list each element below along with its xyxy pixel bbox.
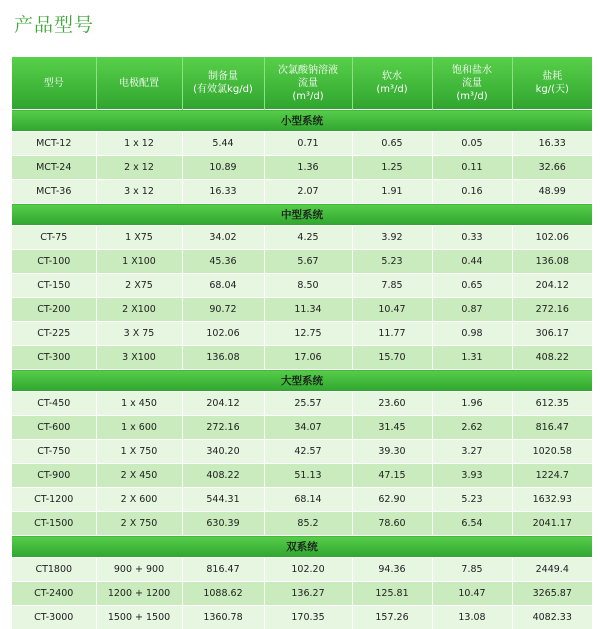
table-cell: 816.47 xyxy=(182,558,264,582)
table-cell: 1.31 xyxy=(432,346,512,370)
table-cell: 0.16 xyxy=(432,180,512,204)
table-cell: 68.04 xyxy=(182,274,264,298)
table-cell: 0.71 xyxy=(264,132,352,156)
table-cell: 3.93 xyxy=(432,464,512,488)
table-cell: 0.65 xyxy=(432,274,512,298)
table-cell: 3.92 xyxy=(352,226,432,250)
table-cell: 1.25 xyxy=(352,156,432,180)
column-header xyxy=(352,57,432,110)
table-row xyxy=(12,250,592,274)
table-cell: 1.96 xyxy=(432,392,512,416)
table-cell: 1 x 450 xyxy=(96,392,182,416)
column-header-line: 流量 xyxy=(462,78,482,89)
table-row xyxy=(12,274,592,298)
table-cell: 17.06 xyxy=(264,346,352,370)
column-header-line: 流量 xyxy=(298,78,318,89)
table-body xyxy=(12,110,592,629)
table-cell: 125.81 xyxy=(352,582,432,606)
table-cell: 42.57 xyxy=(264,440,352,464)
table-row xyxy=(12,392,592,416)
table-cell: 34.02 xyxy=(182,226,264,250)
column-header-line: 制备量 xyxy=(208,71,238,82)
table-cell: 3 X100 xyxy=(96,346,182,370)
table-row xyxy=(12,298,592,322)
table-cell: 39.30 xyxy=(352,440,432,464)
table-cell: 2 X75 xyxy=(96,274,182,298)
table-cell: 1.36 xyxy=(264,156,352,180)
table-cell: 170.35 xyxy=(264,606,352,629)
table-cell: 10.47 xyxy=(432,582,512,606)
column-header xyxy=(12,57,96,110)
table-cell: 1500 + 1500 xyxy=(96,606,182,629)
column-header-line: kg/(天) xyxy=(536,84,569,95)
table-header xyxy=(12,57,592,110)
table-cell: 102.06 xyxy=(182,322,264,346)
page-title: 产品型号 xyxy=(14,10,94,37)
column-header xyxy=(182,57,264,110)
table-cell: 0.11 xyxy=(432,156,512,180)
table-cell: 0.98 xyxy=(432,322,512,346)
table-row xyxy=(12,488,592,512)
table-row xyxy=(12,226,592,250)
table-cell: 1224.7 xyxy=(512,464,592,488)
table-cell: 1360.78 xyxy=(182,606,264,629)
table-cell: CT-200 xyxy=(12,298,96,322)
table-cell: 3 X 75 xyxy=(96,322,182,346)
table-cell: 1088.62 xyxy=(182,582,264,606)
table-row xyxy=(12,180,592,204)
column-header-line: 电极配置 xyxy=(119,78,159,89)
table-cell: 25.57 xyxy=(264,392,352,416)
table-cell: 1 X75 xyxy=(96,226,182,250)
table-cell: CT-3000 xyxy=(12,606,96,629)
table-cell: CT-1500 xyxy=(12,512,96,536)
column-header-line: 饱和盐水 xyxy=(452,65,492,76)
table-cell: 31.45 xyxy=(352,416,432,440)
table-cell: 62.90 xyxy=(352,488,432,512)
header-row xyxy=(12,57,592,110)
table-cell: 340.20 xyxy=(182,440,264,464)
table-cell: CT-150 xyxy=(12,274,96,298)
table-cell: 157.26 xyxy=(352,606,432,629)
table-cell: 5.23 xyxy=(352,250,432,274)
table-cell: CT-2400 xyxy=(12,582,96,606)
table-cell: 3265.87 xyxy=(512,582,592,606)
table-cell: 1 x 12 xyxy=(96,132,182,156)
table-cell: 204.12 xyxy=(512,274,592,298)
table-cell: 306.17 xyxy=(512,322,592,346)
table-row xyxy=(12,346,592,370)
table-cell: 900 + 900 xyxy=(96,558,182,582)
table-cell: CT-300 xyxy=(12,346,96,370)
table-cell: 544.31 xyxy=(182,488,264,512)
table-cell: 10.89 xyxy=(182,156,264,180)
table-cell: 136.27 xyxy=(264,582,352,606)
table-cell: 2 x 12 xyxy=(96,156,182,180)
table-row xyxy=(12,156,592,180)
table-cell: MCT-12 xyxy=(12,132,96,156)
section-row xyxy=(12,536,592,558)
table-cell: 16.33 xyxy=(512,132,592,156)
column-header-line: (m³/d) xyxy=(456,91,487,102)
table-cell: 3.27 xyxy=(432,440,512,464)
table-cell: 68.14 xyxy=(264,488,352,512)
table-cell: 204.12 xyxy=(182,392,264,416)
table-cell: 2.62 xyxy=(432,416,512,440)
table-cell: 1 x 600 xyxy=(96,416,182,440)
table-cell: MCT-36 xyxy=(12,180,96,204)
table-row xyxy=(12,416,592,440)
table-cell: 10.47 xyxy=(352,298,432,322)
column-header-line: (m³/d) xyxy=(292,91,323,102)
table-cell: 136.08 xyxy=(512,250,592,274)
table-cell: 48.99 xyxy=(512,180,592,204)
column-header xyxy=(512,57,592,110)
table-cell: 1200 + 1200 xyxy=(96,582,182,606)
table-row xyxy=(12,322,592,346)
table-cell: 408.22 xyxy=(512,346,592,370)
table-cell: 4082.33 xyxy=(512,606,592,629)
table-cell: CT-1200 xyxy=(12,488,96,512)
table-cell: CT-225 xyxy=(12,322,96,346)
table-row xyxy=(12,132,592,156)
table-cell: 1020.58 xyxy=(512,440,592,464)
table-cell: 47.15 xyxy=(352,464,432,488)
product-model-table xyxy=(12,57,592,629)
table-cell: 85.2 xyxy=(264,512,352,536)
table-cell: 0.87 xyxy=(432,298,512,322)
table-cell: MCT-24 xyxy=(12,156,96,180)
table-cell: 2041.17 xyxy=(512,512,592,536)
table-cell: 612.35 xyxy=(512,392,592,416)
table-cell: 816.47 xyxy=(512,416,592,440)
table-cell: 45.36 xyxy=(182,250,264,274)
table-cell: CT-75 xyxy=(12,226,96,250)
section-row xyxy=(12,110,592,132)
table-cell: 2 X 750 xyxy=(96,512,182,536)
section-title: 双系统 xyxy=(12,536,592,558)
table-cell: 94.36 xyxy=(352,558,432,582)
table-cell: 2.07 xyxy=(264,180,352,204)
table-cell: 8.50 xyxy=(264,274,352,298)
table-cell: 4.25 xyxy=(264,226,352,250)
table-cell: 23.60 xyxy=(352,392,432,416)
table-cell: 32.66 xyxy=(512,156,592,180)
column-header xyxy=(96,57,182,110)
table-cell: 51.13 xyxy=(264,464,352,488)
table-cell: 2 X 450 xyxy=(96,464,182,488)
column-header-line: 次氯酸钠溶液 xyxy=(278,65,338,76)
table-cell: 272.16 xyxy=(512,298,592,322)
table-row xyxy=(12,512,592,536)
section-row xyxy=(12,370,592,392)
table-cell: 1 X 750 xyxy=(96,440,182,464)
table-cell: 1632.93 xyxy=(512,488,592,512)
table-row xyxy=(12,582,592,606)
table-row xyxy=(12,464,592,488)
table-cell: 102.06 xyxy=(512,226,592,250)
table-cell: 102.20 xyxy=(264,558,352,582)
table-row xyxy=(12,440,592,464)
table-cell: 1.91 xyxy=(352,180,432,204)
table-cell: 630.39 xyxy=(182,512,264,536)
table-cell: CT1800 xyxy=(12,558,96,582)
table-cell: 3 x 12 xyxy=(96,180,182,204)
table-cell: 0.33 xyxy=(432,226,512,250)
table-cell: 2449.4 xyxy=(512,558,592,582)
column-header-line: 型号 xyxy=(44,78,64,89)
table-cell: 272.16 xyxy=(182,416,264,440)
column-header-line: (m³/d) xyxy=(376,84,407,95)
table-cell: 5.23 xyxy=(432,488,512,512)
table-cell: 15.70 xyxy=(352,346,432,370)
section-title: 大型系统 xyxy=(12,370,592,392)
table-cell: 136.08 xyxy=(182,346,264,370)
table-cell: 408.22 xyxy=(182,464,264,488)
table-cell: 16.33 xyxy=(182,180,264,204)
table-cell: 0.05 xyxy=(432,132,512,156)
table-cell: 78.60 xyxy=(352,512,432,536)
table-cell: 90.72 xyxy=(182,298,264,322)
column-header-line: 盐耗 xyxy=(542,71,562,82)
section-title: 中型系统 xyxy=(12,204,592,226)
table-cell: 5.44 xyxy=(182,132,264,156)
table-cell: CT-600 xyxy=(12,416,96,440)
table-cell: 5.67 xyxy=(264,250,352,274)
table-cell: 0.44 xyxy=(432,250,512,274)
column-header-line: 软水 xyxy=(382,71,402,82)
table-cell: 11.34 xyxy=(264,298,352,322)
table-cell: 13.08 xyxy=(432,606,512,629)
table-cell: 0.65 xyxy=(352,132,432,156)
section-row xyxy=(12,204,592,226)
table-row xyxy=(12,606,592,629)
table-cell: CT-750 xyxy=(12,440,96,464)
table-cell: 11.77 xyxy=(352,322,432,346)
table-row xyxy=(12,558,592,582)
table-cell: 7.85 xyxy=(352,274,432,298)
table-cell: CT-900 xyxy=(12,464,96,488)
table-cell: 6.54 xyxy=(432,512,512,536)
column-header xyxy=(264,57,352,110)
table-cell: 12.75 xyxy=(264,322,352,346)
table-cell: 2 X100 xyxy=(96,298,182,322)
table-cell: CT-450 xyxy=(12,392,96,416)
table-cell: 2 X 600 xyxy=(96,488,182,512)
table-cell: 34.07 xyxy=(264,416,352,440)
table-cell: CT-100 xyxy=(12,250,96,274)
table-cell: 1 X100 xyxy=(96,250,182,274)
column-header xyxy=(432,57,512,110)
column-header-line: (有效氯kg/d) xyxy=(193,84,253,95)
section-title: 小型系统 xyxy=(12,110,592,132)
table-cell: 7.85 xyxy=(432,558,512,582)
